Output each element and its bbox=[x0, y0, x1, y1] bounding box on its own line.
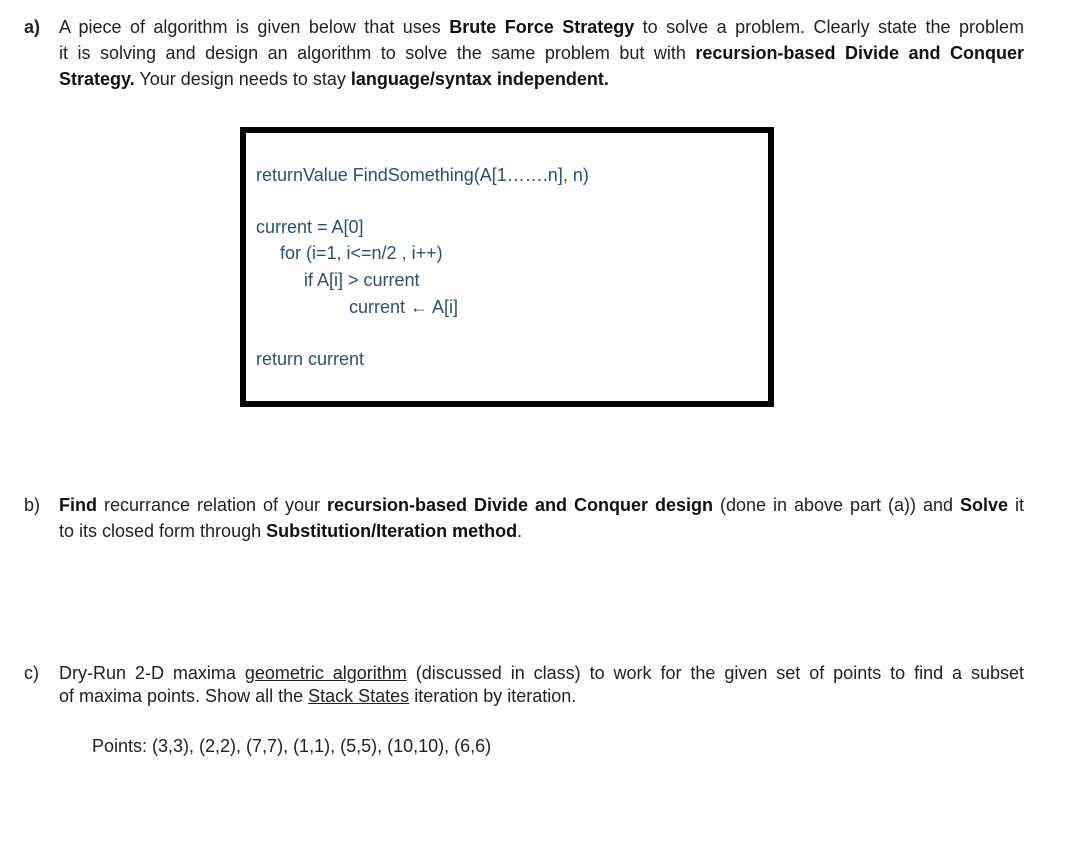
question-c-label: c) bbox=[24, 663, 39, 683]
code-signature: returnValue FindSomething(A[1…….n], n) bbox=[256, 165, 589, 185]
code-return: return current bbox=[256, 349, 365, 369]
question-b bbox=[24, 492, 1024, 544]
question-a-line-2: it is solving and design an algorithm to solve the same problem but with recursion-based Divide and Conquer bbox=[59, 43, 1024, 63]
question-c bbox=[24, 662, 1024, 708]
question-b-line-2: to its closed form through Substitution/Iteration method. bbox=[59, 521, 523, 541]
question-a-line-3: Strategy. Your design needs to stay language/syntax independent. bbox=[59, 69, 609, 89]
question-a-label: a) bbox=[24, 17, 41, 37]
question-a bbox=[24, 14, 1024, 92]
code-condition: if A[i] > current bbox=[304, 270, 420, 290]
question-b-label: b) bbox=[24, 495, 41, 515]
question-b-line-1: Find recurrance relation of your recursion-based Divide and Conquer design (done in above part (a)) and Solve it bbox=[59, 495, 1024, 515]
stack-states-term: Stack States bbox=[308, 686, 410, 706]
code-assign: current ← A[i] bbox=[349, 297, 459, 317]
question-c-line-1: Dry-Run 2-D maxima geometric algorithm (discussed in class) to work for the given set of points to find a subset bbox=[59, 663, 1024, 683]
code-loop: for (i=1, i<=n/2 , i++) bbox=[280, 243, 443, 263]
question-c-line-2: of maxima points. Show all the Stack States iteration by iteration. bbox=[59, 686, 577, 706]
geometric-algorithm-term: geometric algorithm bbox=[244, 663, 407, 683]
code-init: current = A[0] bbox=[256, 217, 364, 237]
code-box bbox=[240, 127, 774, 407]
question-a-line-1: A piece of algorithm is given below that uses Brute Force Strategy to solve a problem. Clearly state the problem bbox=[59, 17, 1024, 37]
points-list: Points: (3,3), (2,2), (7,7), (1,1), (5,5), (10,10), (6,6) bbox=[92, 736, 492, 756]
